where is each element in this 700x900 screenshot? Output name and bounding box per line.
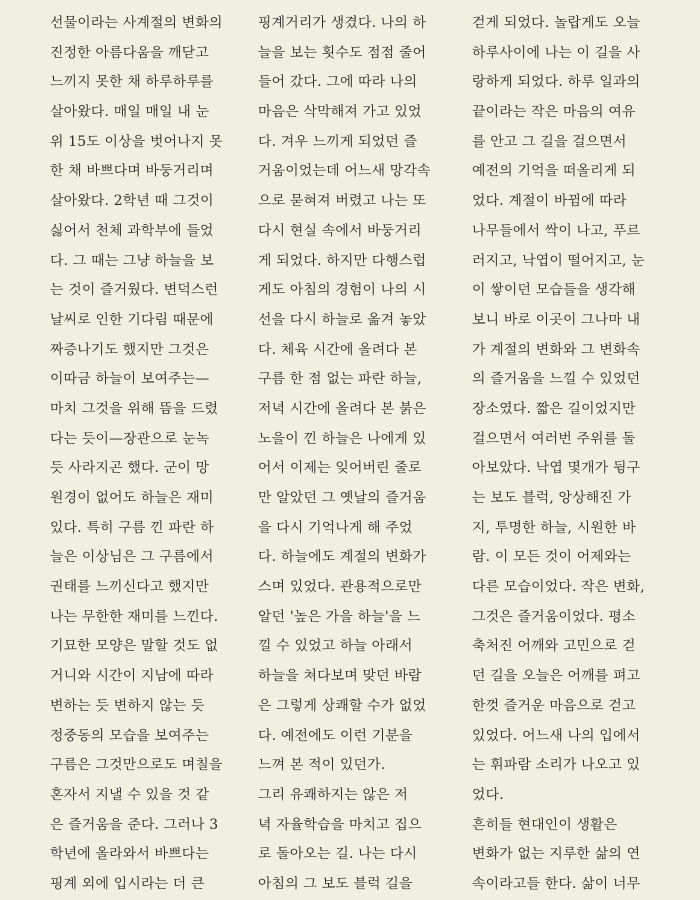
- text-line: 정중동의 모습을 보여주는: [50, 727, 210, 744]
- text-line: 듯 사라지곤 했다. 군이 망: [50, 460, 210, 477]
- text-column-middle: [258, 0, 472, 900]
- text-line: 장소였다. 짧은 길이었지만: [472, 400, 636, 417]
- text-line: 는 것이 즐거웠다. 변덕스런: [50, 282, 219, 299]
- text-line: 한 채 바쁘다며 바둥거리며: [50, 163, 214, 180]
- text-line: 다. 겨우 느끼게 되었던 즐: [258, 133, 418, 150]
- text-line: 나는 무한한 재미를 느낀다.: [50, 608, 219, 625]
- text-line: 던 길을 오늘은 어깨를 펴고: [472, 668, 641, 685]
- text-line: 의 즐거움을 느낄 수 있었던: [472, 371, 641, 388]
- text-line: 축처진 어깨와 고민으로 걷: [472, 638, 636, 655]
- text-line: 지, 투명한 하늘, 시원한 바: [472, 519, 636, 536]
- text-line: 마치 그것을 위해 뜸을 드렸: [50, 400, 219, 417]
- text-line: 혼자서 지낼 수 있을 것 같: [50, 786, 210, 803]
- text-line: 그것은 즐거움이었다. 평소: [472, 608, 636, 625]
- text-line: 위 15도 이상을 벗어나지 못: [50, 133, 223, 150]
- text-line: 늘을 보는 횟수도 점점 줄어: [258, 44, 427, 61]
- text-line: 살아왔다. 매일 매일 내 눈: [50, 104, 210, 121]
- text-column-left: [50, 0, 266, 900]
- text-line: 권태를 느끼신다고 했지만: [50, 579, 210, 596]
- text-line: 한껏 즐거운 마음으로 걷고: [472, 697, 636, 714]
- text-line: 날씨로 인한 기다림 때문에: [50, 311, 214, 328]
- text-line: 만 알았던 그 옛날의 즐거움: [258, 490, 427, 506]
- text-line: 핑계 외에 입시라는 더 큰: [50, 875, 205, 892]
- text-line: 속이라고들 한다. 삶이 너무: [472, 875, 641, 892]
- text-line: 나무들에서 싹이 나고, 푸르: [472, 222, 641, 239]
- text-line: 늘은 이상님은 그 구름에서: [50, 549, 214, 566]
- text-line: 는 휘파람 소리가 나오고 있: [472, 757, 641, 774]
- text-line: 이따금 하늘이 보여주는—: [50, 371, 210, 388]
- text-line: 살아왔다. 2학년 때 그것이: [50, 193, 214, 210]
- text-line: 들어 갔다. 그에 따라 나의: [258, 74, 418, 91]
- text-line: 짜증나기도 했지만 그것은: [50, 341, 210, 358]
- text-line: 걸으면서 여러번 주위를 돌: [472, 430, 636, 447]
- text-line: 를 안고 그 길을 걸으면서: [472, 133, 627, 150]
- text-line: 느껴 본 적이 있던가.: [258, 757, 386, 774]
- text-line: 저녁 시간에 올려다 본 붉은: [258, 400, 427, 417]
- text-line: 구름 한 점 없는 파란 하늘,: [258, 371, 422, 388]
- text-line: 원경이 없어도 하늘은 재미: [50, 490, 214, 506]
- text-line: 구름은 그것만으로도 며칠을: [50, 757, 223, 774]
- text-line: 은 즐거움을 준다. 그러나 3: [50, 816, 219, 833]
- text-line: 게도 아침의 경험이 나의 시: [258, 282, 427, 299]
- text-line: 는 보도 블럭, 앙상해진 가: [472, 490, 632, 506]
- text-line: 싫어서 천체 과학부에 들었: [50, 222, 214, 239]
- text-line: 노을이 낀 하늘은 나에게 있: [258, 430, 427, 447]
- text-line: 다시 현실 속에서 바둥거리: [258, 222, 422, 239]
- text-line: 거니와 시간이 지남에 따라: [50, 668, 214, 685]
- text-line: 아보았다. 낙엽 몇개가 뒹구: [472, 460, 641, 477]
- text-line: 있다. 특히 구름 낀 파란 하: [50, 519, 214, 536]
- text-line: 이 쌓이던 모습들을 생각해: [472, 282, 636, 299]
- text-line: 그리 유쾌하지는 않은 저: [258, 786, 409, 803]
- text-line: 을 다시 기억나게 해 주었: [258, 519, 413, 536]
- text-line: 녁 자율학습을 마치고 집으: [258, 816, 422, 833]
- text-line: 어서 이제는 잊어버린 줄로: [258, 460, 422, 477]
- text-line: 진정한 아름다움을 깨닫고: [50, 44, 210, 61]
- text-line: 예전의 기억을 떠올리게 되: [472, 163, 636, 180]
- text-column-right: [472, 0, 686, 900]
- text-line: 걷게 되었다. 놀랍게도 오늘: [472, 15, 641, 31]
- text-line: 다. 체육 시간에 올려다 본: [258, 341, 418, 358]
- text-line: 다. 예전에도 이런 기분을: [258, 727, 413, 744]
- text-line: 선물이라는 사계절의 변화의: [50, 15, 223, 31]
- text-line: 끝이라는 작은 마음의 여유: [472, 104, 636, 121]
- text-line: 기묘한 모양은 말할 것도 없: [50, 638, 219, 655]
- text-line: 하루사이에 나는 이 길을 사: [472, 44, 641, 61]
- text-line: 보니 바로 이곳이 그나마 내: [472, 311, 641, 328]
- text-line: 거움이었는데 어느새 망각속: [258, 163, 431, 180]
- text-line: 마음은 삭막해져 가고 있었: [258, 104, 422, 121]
- text-line: 학년에 올라와서 바쁘다는: [50, 846, 210, 863]
- text-line: 가 계절의 변화와 그 변화속: [472, 341, 641, 358]
- text-line: 알던 '높은 가을 하늘'을 느: [258, 608, 421, 625]
- text-line: 느끼지 못한 채 하루하루를: [50, 74, 214, 91]
- text-line: 게 되었다. 하지만 다행스럽: [258, 252, 427, 269]
- text-line: 변하는 듯 변하지 않는 듯: [50, 697, 205, 714]
- text-line: 흔히들 현대인이 생활은: [472, 816, 618, 833]
- text-line: 아침의 그 보도 블럭 길을: [258, 875, 413, 892]
- text-line: 었다.: [472, 786, 504, 803]
- text-line: 낄 수 있었고 하늘 아래서: [258, 638, 413, 655]
- text-line: 다. 그 때는 그냥 하늘을 보: [50, 252, 214, 269]
- text-line: 러지고, 낙엽이 떨어지고, 눈: [472, 252, 645, 269]
- text-line: 스며 있었다. 관용적으로만: [258, 579, 422, 596]
- text-line: 로 돌아오는 길. 나는 다시: [258, 846, 418, 863]
- text-line: 다른 모습이었다. 작은 변화,: [472, 579, 645, 596]
- text-line: 으로 묻혀져 버렸고 나는 또: [258, 193, 427, 210]
- text-line: 은 그렇게 상쾌할 수가 없었: [258, 697, 427, 714]
- text-line: 있었다. 어느새 나의 입에서: [472, 727, 641, 744]
- text-line: 하늘을 쳐다보며 맞던 바람: [258, 668, 422, 685]
- text-line: 었다. 계절이 바뀜에 따라: [472, 193, 627, 210]
- text-line: 핑계거리가 생겼다. 나의 하: [258, 15, 427, 31]
- text-line: 랑하게 되었다. 하루 일과의: [472, 74, 641, 91]
- text-line: 람. 이 모든 것이 어제와는: [472, 549, 632, 566]
- text-line: 변화가 없는 지루한 삶의 연: [472, 846, 641, 863]
- text-line: 선을 다시 하늘로 옮겨 놓았: [258, 311, 427, 328]
- text-line: 다는 듯이—장관으로 눈녹: [50, 430, 210, 447]
- text-line: 다. 하늘에도 계절의 변화가: [258, 549, 427, 566]
